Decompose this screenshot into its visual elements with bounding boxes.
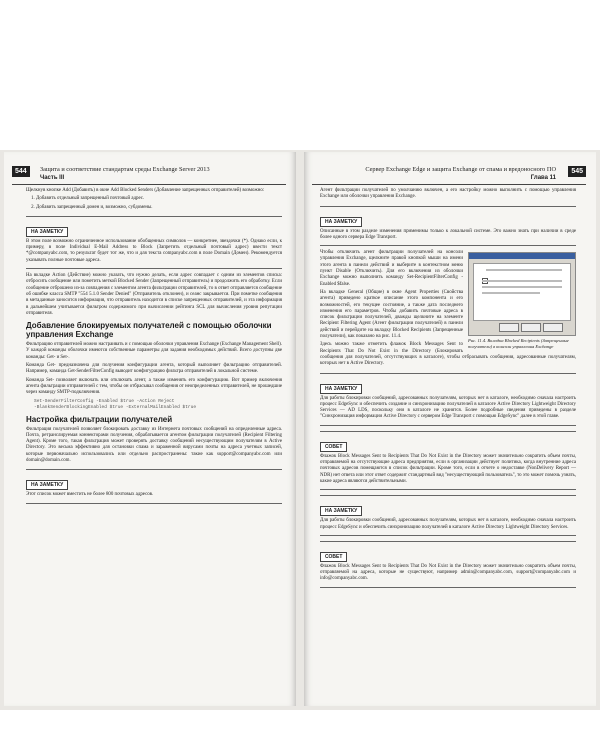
dialog-button [543,323,563,332]
left-running-header [12,166,286,185]
text-line [482,286,562,288]
note-text: Этот список может вместить не более 800 почтовых адресов. [26,492,154,498]
left-note-1 [26,216,282,269]
figure-caption: Рис. 11.4. Вкладка Blocked Recipients (Запрещенные получатели) в консоли управления Exchange [468,338,569,349]
right-paragraph-4: Здесь можно также отметить флажок Block Messages Sent to Recipients That Do Not Exist in the Directory (Блокировать сообщения для получателей, отсутствующих в каталоге), чтобы отбрасывать сообщения, адресованные получателям, которых нет в Active Directory. [320,342,576,367]
left-paragraph-3: Команда Get- предназначена для получения конфигурации агента, который выполняет фильтрацию отправителей. Например, команда Get-SenderFilterConfig выводит конфигурацию фильтра отправителей в локальной системе. [26,363,282,375]
tip-label: СОВЕТ [320,442,347,452]
left-note-2 [26,469,282,503]
left-page-number: 544 [12,166,30,177]
left-heading-2: Настройка фильтрации получателей [26,414,173,424]
right-page-number: 545 [568,166,586,177]
tip-text: Флажок Block Messages Sent to Recipients That Do Not Exist in the Directory может значительно сократить объем почты, отправляемой на отсутствующие адреса предприятия, если в организации действует политика, когда внутренние адреса почтовых адресов помещаются в список фильтрации. Кроме того, если в отчете о недоставке (NonDelivery Report — NDR) нет ответа или этот ответ содержит стандартный вид "несуществующий пользователь", то это может помочь узнать, какие адреса являются действительными. [320,453,576,484]
left-page-body [26,188,282,696]
left-paragraph-5: Фильтрация получателей позволяет блокировать доставку из Интернета почтовых сообщений на определенные адреса. Почта, ретранслируемая коннекторами получения, обрабатывается агентом фильтрации получателей (Recipient Filtering Agent). Кроме того, такая фильтрация может проверять доставку сообщений несуществующим получателям в Active Directory. Это весьма эффективно для остановки спама и зараженной вирусами почты на адреса учетных записей, которые первоначально использовались или отдельно распространены: такие как support@companyabc.com или domain@domain.com. [26,426,282,464]
right-page-body [320,188,576,696]
list-item: 1. Добавить отдельный запрещенный почтовый адрес. [36,196,282,202]
dialog-screenshot [468,252,576,336]
right-header-title: Сервер Exchange Edge и защита Exchange от спама и вредоносного ПО [365,166,556,173]
note-label: НА ЗАМЕТКУ [320,506,362,516]
right-note-3 [320,495,576,536]
right-page [304,152,596,706]
left-paragraph-2: Фильтрацию отправителей можно настраивать и с помощью оболочки управления Exchange (Exchange Management Shell). У каждой команды оболочки имеются собственные параметры для задания необходимых действий. Всего доступны две команды: Get- и Set-. [26,342,282,360]
note-label: НА ЗАМЕТКУ [320,217,362,227]
tip-label: СОВЕТ [320,552,347,562]
dialog-titlebar [469,253,575,259]
note-text: Для работы блокировки сообщений, адресованных получателям, которых нет в каталоге, необходимо сначала настроить процесс EdgeSync и обеспечить создание и синхронизацию получателей в каталоге Active Directory Lightweight Directory Services — AD LDS, поскольку они в каталоге не хранятся. Более подробные сведения приведены в разделе "Синхронизация информации Active Directory с сервером Edge Transport с помощью EdgeSync" далее в этой главе. [320,395,576,420]
left-heading-1: Добавление блокируемых получателей с помощью оболочки управления Exchange [26,321,272,340]
dialog-button [499,323,519,332]
left-page [4,152,296,706]
tip-text: Флажок Block Messages Sent to Recipients That Do Not Exist in the Directory может значительно сократить объем почты, отправляемой на адреса, которые не существуют, например admin@companyabc.com, support@companyabc.com и info@companyabc.com. [320,563,576,582]
note-label: НА ЗАМЕТКУ [26,227,68,237]
left-code-block [34,399,282,411]
code-line: -BlankSenderBlockingEnabled $true -ExternalMailEnabled $true [34,404,197,410]
right-tip-2 [320,541,576,588]
right-running-header [312,166,586,185]
right-paragraph-1: Агент фильтрации получателей по умолчанию включен, а его настройку можно выполнить с помощью управления Exchange или оболочки управления Exchange. [320,188,576,200]
note-label: НА ЗАМЕТКУ [320,384,362,394]
note-text: Описанные в этом разделе изменения применимы только к локальной системе. Это важно знать при наличии в среде более одного сервера Edge Transport. [320,228,576,240]
right-paragraph-2: Чтобы отключить агент фильтрации получателей на консоли управления Exchange, щелкните правой кнопкой мыши на имени этого агента в панели действий и выберите в контекстном меню пункт Disable (Отключить). Для его включения из оболочки Exchange можно выполнить команду Set-RecipientFilterConfig -Enabled $false. [320,250,463,287]
text-line [482,292,540,294]
right-note-2 [320,373,576,426]
left-part-label: Часть III [40,175,65,181]
note-text: Для работы блокировки сообщений, адресованных получателям, которых нет в каталоге, необходимо сначала настроить процесс EdgeSync и обеспечить синхронизацию получателей в каталоге Active Directory Lightweight Directory Services. [320,518,576,530]
list-item: 2. Добавить запрещенный домен и, возможно, субдомены. [36,205,282,211]
left-paragraph-1: На вкладке Action (Действие) можно указать, что нужно делать, если адрес совпадает с одним из элементов списка: отбросить сообщение или пометить меткой Blocked Sender (Запрещенный отправитель) и продолжить его обработку. Если сообщение отброшено из-за совпадения с элементом агента фильтрации отправителей, то в ответ отправляется сообщение об ошибке класса SMTP "554 5.1.0 Sender Denied" (Отправитель отклонен), и сеанс закрывается. При пометке сообщения в метаданные заносится информация, что отправитель находится в списке запрещенных отправителей, и эта информация в дальнейшем учитывается фильтром содержимого при вычислении рейтинга SCL для вычисления уровня репутации отправителя. [26,273,282,316]
note-text: В этом поле возможно ограниченное использование обобщенных символов — конкретнее, звездочки (*). Однако если, к примеру, в поле Individual E-Mail Address to Block (Запретить отдельный почтовый адрес) ввести текст *@companyabc.com, то результат будет тот же, что и для текста companyabc.com в поле Domain (Домен). Рекомендуется указывать полные почтовые адреса. [26,238,282,263]
text-line [486,269,562,271]
text-line [482,280,562,282]
left-header-title: Защита и соответствие стандартам среды Exchange Server 2013 [40,166,210,173]
left-intro: Щелкнув кнопке Add (Добавить) в окне Add Blocked Senders (Добавление запрещенных отправителей) возможно: [26,188,265,193]
note-label: НА ЗАМЕТКУ [26,480,68,490]
code-line: Set-SenderFilterConfig -Enabled $true -Action Reject [34,398,175,404]
right-tip [320,431,576,490]
left-paragraph-4: Команда Set- позволяет включать или отключать агент, а также изменять его конфигурацию. Вот пример включения агента фильтрации отправителей с тем, чтобы он отбрасывал сообщения от неопределенных отправителей, не прошедшие через команду SMTP-подключения. [26,377,282,396]
right-paragraph-3: На вкладке General (Общие) в окне Agent Properties (Свойства агента) приведено краткое описание этого компонента и его возможностей, его текущее состояние, а также дата последнего изменения его параметров. Чтобы добавить почтовые адреса в список фильтрации получателей, дважды щелкните на элементе Recipient Filtering Agent (Агент фильтрации получателей) в панели действий и перейдите на вкладку Blocked Recipients (Запрещенные получатели), как показано на рис. 11.4. [320,289,463,340]
figure-11-4 [468,252,576,349]
dialog-list-box [473,263,571,321]
left-numbered-list [26,196,282,211]
dialog-button [521,323,541,332]
right-chapter-label: Глава 11 [530,175,556,181]
right-note-1 [320,206,576,247]
